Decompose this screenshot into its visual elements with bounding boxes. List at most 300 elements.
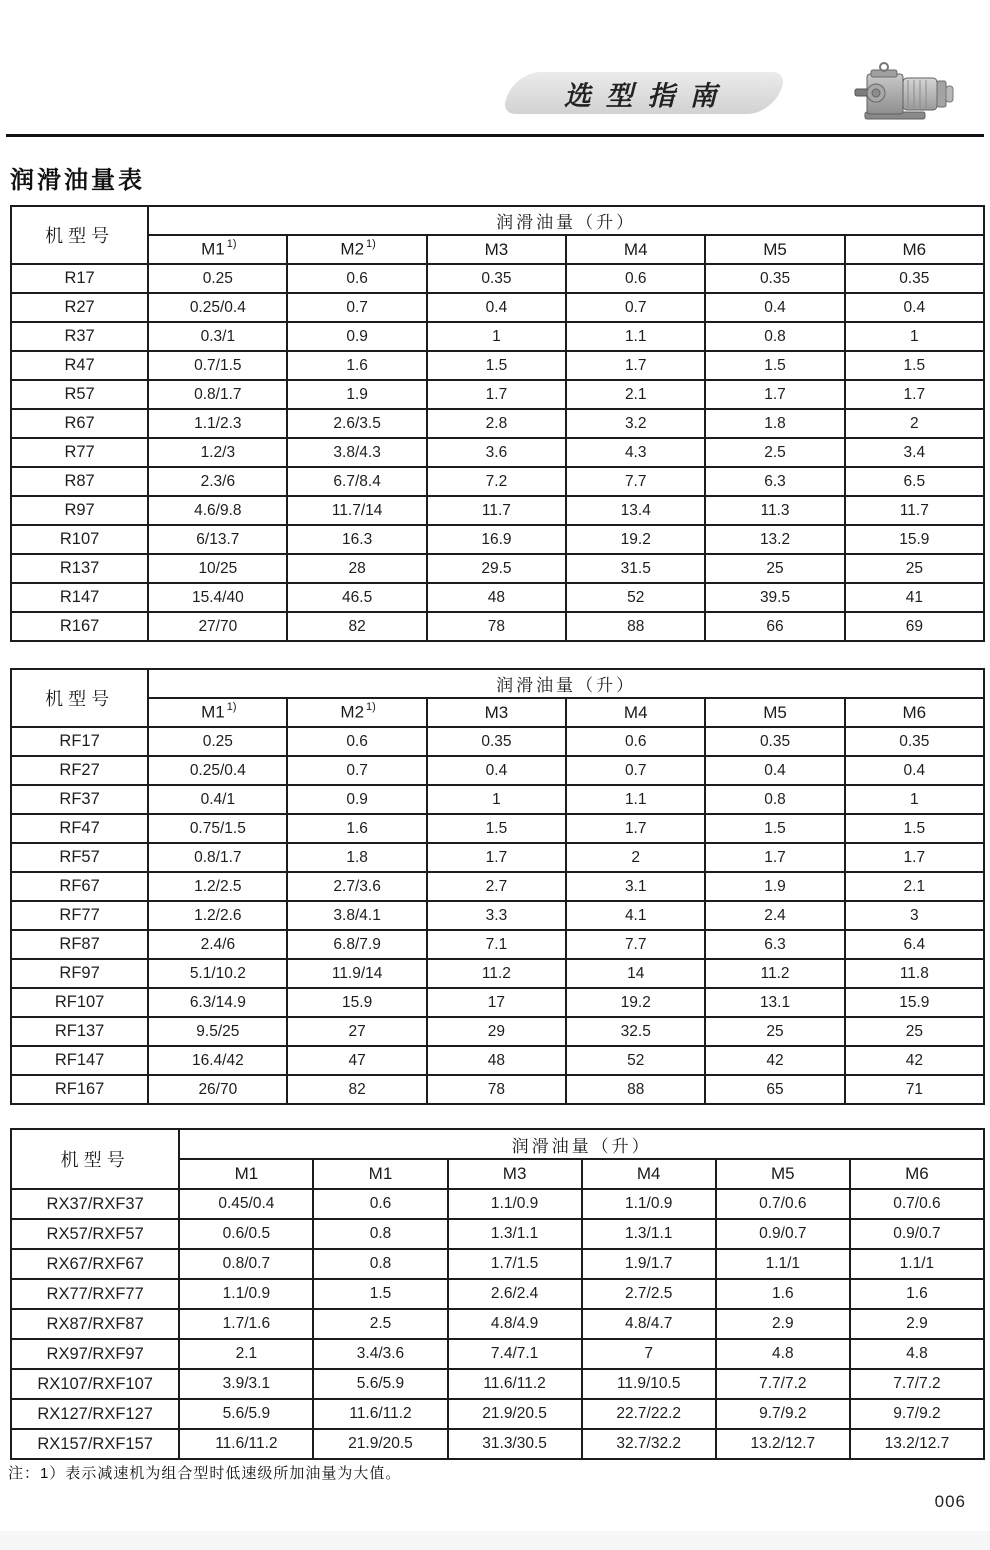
value-cell: 0.7 bbox=[287, 293, 426, 322]
rf-series-oil-table-container bbox=[10, 668, 985, 1105]
model-cell: RX77/RXF77 bbox=[11, 1279, 179, 1309]
model-cell: RX107/RXF107 bbox=[11, 1369, 179, 1399]
value-cell: 0.8/1.7 bbox=[148, 843, 287, 872]
value-cell: 1.1/0.9 bbox=[448, 1189, 582, 1219]
table-row bbox=[11, 1429, 984, 1459]
model-cell: RF167 bbox=[11, 1075, 148, 1104]
table-row bbox=[11, 727, 984, 756]
table-row bbox=[11, 901, 984, 930]
table-row bbox=[11, 264, 984, 293]
value-cell: 0.25/0.4 bbox=[148, 756, 287, 785]
value-cell: 1.6 bbox=[850, 1279, 984, 1309]
model-cell: RF67 bbox=[11, 872, 148, 901]
value-cell: 1.5 bbox=[705, 814, 844, 843]
header-divider bbox=[6, 134, 984, 137]
value-cell: 11.3 bbox=[705, 496, 844, 525]
value-cell: 25 bbox=[845, 554, 984, 583]
value-cell: 10/25 bbox=[148, 554, 287, 583]
value-cell: 32.7/32.2 bbox=[582, 1429, 716, 1459]
r-series-oil-table-container bbox=[10, 205, 985, 642]
value-cell: 29.5 bbox=[427, 554, 566, 583]
value-cell: 1.7/1.6 bbox=[179, 1309, 313, 1339]
m-column-header: M1 $^{1)}$ bbox=[148, 235, 287, 264]
value-cell: 78 bbox=[427, 1075, 566, 1104]
m-column-header: M6 bbox=[845, 235, 984, 264]
value-cell: 1.5 bbox=[845, 351, 984, 380]
value-cell: 1.6 bbox=[716, 1279, 850, 1309]
value-cell: 27/70 bbox=[148, 612, 287, 641]
table-row bbox=[11, 1249, 984, 1279]
value-cell: 2.7/3.6 bbox=[287, 872, 426, 901]
value-cell: 2.8 bbox=[427, 409, 566, 438]
value-cell: 1.7 bbox=[845, 843, 984, 872]
value-cell: 0.3/1 bbox=[148, 322, 287, 351]
value-cell: 7 bbox=[582, 1339, 716, 1369]
table-row bbox=[11, 814, 984, 843]
value-cell: 6.8/7.9 bbox=[287, 930, 426, 959]
value-cell: 69 bbox=[845, 612, 984, 641]
value-cell: 0.8 bbox=[705, 785, 844, 814]
value-cell: 15.9 bbox=[845, 525, 984, 554]
model-cell: R17 bbox=[11, 264, 148, 293]
table-row bbox=[11, 496, 984, 525]
value-cell: 3.1 bbox=[566, 872, 705, 901]
m-column-header: M4 bbox=[582, 1159, 716, 1189]
model-column-header: 机型号 bbox=[11, 669, 148, 727]
value-cell: 2.1 bbox=[179, 1339, 313, 1369]
value-cell: 1.7/1.5 bbox=[448, 1249, 582, 1279]
m-column-header: M1 bbox=[179, 1159, 313, 1189]
value-cell: 0.8 bbox=[705, 322, 844, 351]
value-cell: 2.4 bbox=[705, 901, 844, 930]
m-column-header: M4 bbox=[566, 235, 705, 264]
value-cell: 19.2 bbox=[566, 525, 705, 554]
model-cell: R77 bbox=[11, 438, 148, 467]
value-cell: 4.8/4.9 bbox=[448, 1309, 582, 1339]
value-cell: 16.4/42 bbox=[148, 1046, 287, 1075]
value-cell: 0.8 bbox=[313, 1219, 447, 1249]
value-cell: 3.4/3.6 bbox=[313, 1339, 447, 1369]
value-cell: 1.5 bbox=[427, 351, 566, 380]
value-cell: 4.3 bbox=[566, 438, 705, 467]
value-cell: 0.7/1.5 bbox=[148, 351, 287, 380]
table-row bbox=[11, 959, 984, 988]
value-cell: 0.6 bbox=[566, 727, 705, 756]
value-cell: 3.8/4.3 bbox=[287, 438, 426, 467]
value-cell: 0.7/0.6 bbox=[850, 1189, 984, 1219]
value-cell: 16.3 bbox=[287, 525, 426, 554]
value-cell: 1.1/1 bbox=[850, 1249, 984, 1279]
model-cell: R87 bbox=[11, 467, 148, 496]
value-cell: 5.6/5.9 bbox=[179, 1399, 313, 1429]
model-cell: RX67/RXF67 bbox=[11, 1249, 179, 1279]
table-row bbox=[11, 612, 984, 641]
value-cell: 7.7/7.2 bbox=[850, 1369, 984, 1399]
value-cell: 0.35 bbox=[427, 727, 566, 756]
value-cell: 3.6 bbox=[427, 438, 566, 467]
value-cell: 26/70 bbox=[148, 1075, 287, 1104]
value-cell: 2 bbox=[845, 409, 984, 438]
m-column-header: M4 bbox=[566, 698, 705, 727]
model-cell: RX157/RXF157 bbox=[11, 1429, 179, 1459]
value-cell: 9.5/25 bbox=[148, 1017, 287, 1046]
value-cell: 6.5 bbox=[845, 467, 984, 496]
value-cell: 19.2 bbox=[566, 988, 705, 1017]
value-cell: 2.3/6 bbox=[148, 467, 287, 496]
value-cell: 11.9/14 bbox=[287, 959, 426, 988]
value-cell: 6.3 bbox=[705, 930, 844, 959]
value-cell: 13.4 bbox=[566, 496, 705, 525]
value-cell: 4.6/9.8 bbox=[148, 496, 287, 525]
value-cell: 1.7 bbox=[566, 351, 705, 380]
table-row bbox=[11, 438, 984, 467]
table-row bbox=[11, 1339, 984, 1369]
model-cell: RF47 bbox=[11, 814, 148, 843]
value-cell: 1.1/0.9 bbox=[582, 1189, 716, 1219]
value-cell: 11.7 bbox=[845, 496, 984, 525]
value-cell: 1.6 bbox=[287, 351, 426, 380]
table-row bbox=[11, 756, 984, 785]
model-cell: R107 bbox=[11, 525, 148, 554]
value-cell: 17 bbox=[427, 988, 566, 1017]
value-cell: 25 bbox=[705, 1017, 844, 1046]
value-cell: 0.6 bbox=[566, 264, 705, 293]
table-row bbox=[11, 1017, 984, 1046]
value-cell: 21.9/20.5 bbox=[448, 1399, 582, 1429]
value-cell: 22.7/22.2 bbox=[582, 1399, 716, 1429]
value-cell: 1.5 bbox=[313, 1279, 447, 1309]
value-cell: 0.6/0.5 bbox=[179, 1219, 313, 1249]
value-cell: 0.9 bbox=[287, 785, 426, 814]
table-row bbox=[11, 1309, 984, 1339]
model-cell: R167 bbox=[11, 612, 148, 641]
value-cell: 39.5 bbox=[705, 583, 844, 612]
value-cell: 0.9/0.7 bbox=[850, 1219, 984, 1249]
value-cell: 52 bbox=[566, 1046, 705, 1075]
value-cell: 0.4 bbox=[427, 756, 566, 785]
table-row bbox=[11, 1279, 984, 1309]
oil-quantity-header: 润滑油量（升） bbox=[148, 206, 984, 235]
model-cell: R147 bbox=[11, 583, 148, 612]
rf-series-oil-table bbox=[10, 668, 985, 1105]
value-cell: 13.2/12.7 bbox=[716, 1429, 850, 1459]
value-cell: 4.8 bbox=[850, 1339, 984, 1369]
value-cell: 15.4/40 bbox=[148, 583, 287, 612]
value-cell: 1.7 bbox=[705, 380, 844, 409]
value-cell: 1.9/1.7 bbox=[582, 1249, 716, 1279]
value-cell: 1.2/2.6 bbox=[148, 901, 287, 930]
value-cell: 1.1/2.3 bbox=[148, 409, 287, 438]
model-cell: R57 bbox=[11, 380, 148, 409]
value-cell: 1.7 bbox=[427, 843, 566, 872]
value-cell: 25 bbox=[705, 554, 844, 583]
m-column-header: M3 bbox=[427, 698, 566, 727]
value-cell: 71 bbox=[845, 1075, 984, 1104]
value-cell: 11.7/14 bbox=[287, 496, 426, 525]
value-cell: 6.7/8.4 bbox=[287, 467, 426, 496]
r-series-oil-table bbox=[10, 205, 985, 642]
value-cell: 11.9/10.5 bbox=[582, 1369, 716, 1399]
value-cell: 14 bbox=[566, 959, 705, 988]
value-cell: 11.7 bbox=[427, 496, 566, 525]
value-cell: 2.1 bbox=[566, 380, 705, 409]
value-cell: 11.6/11.2 bbox=[448, 1369, 582, 1399]
table-row bbox=[11, 930, 984, 959]
model-cell: R37 bbox=[11, 322, 148, 351]
table-row bbox=[11, 293, 984, 322]
value-cell: 0.6 bbox=[313, 1189, 447, 1219]
value-cell: 11.2 bbox=[705, 959, 844, 988]
model-cell: R67 bbox=[11, 409, 148, 438]
value-cell: 1.2/2.5 bbox=[148, 872, 287, 901]
value-cell: 3 bbox=[845, 901, 984, 930]
value-cell: 4.8 bbox=[716, 1339, 850, 1369]
value-cell: 52 bbox=[566, 583, 705, 612]
table-row bbox=[11, 1399, 984, 1429]
page-number: 006 bbox=[934, 1492, 966, 1511]
value-cell: 82 bbox=[287, 1075, 426, 1104]
value-cell: 32.5 bbox=[566, 1017, 705, 1046]
model-cell: RX97/RXF97 bbox=[11, 1339, 179, 1369]
value-cell: 6/13.7 bbox=[148, 525, 287, 554]
value-cell: 0.7/0.6 bbox=[716, 1189, 850, 1219]
value-cell: 1.7 bbox=[845, 380, 984, 409]
value-cell: 3.8/4.1 bbox=[287, 901, 426, 930]
value-cell: 7.1 bbox=[427, 930, 566, 959]
value-cell: 1 bbox=[845, 322, 984, 351]
value-cell: 1.5 bbox=[427, 814, 566, 843]
value-cell: 15.9 bbox=[287, 988, 426, 1017]
rx-series-oil-table bbox=[10, 1128, 985, 1460]
table-row bbox=[11, 409, 984, 438]
value-cell: 1.8 bbox=[705, 409, 844, 438]
value-cell: 0.8/1.7 bbox=[148, 380, 287, 409]
value-cell: 1.9 bbox=[705, 872, 844, 901]
table-row bbox=[11, 1369, 984, 1399]
value-cell: 6.3 bbox=[705, 467, 844, 496]
value-cell: 1.9 bbox=[287, 380, 426, 409]
value-cell: 1.3/1.1 bbox=[448, 1219, 582, 1249]
value-cell: 6.3/14.9 bbox=[148, 988, 287, 1017]
value-cell: 2 bbox=[566, 843, 705, 872]
value-cell: 2.6/2.4 bbox=[448, 1279, 582, 1309]
model-cell: RX87/RXF87 bbox=[11, 1309, 179, 1339]
value-cell: 1.7 bbox=[566, 814, 705, 843]
value-cell: 1.1 bbox=[566, 785, 705, 814]
table-row bbox=[11, 1189, 984, 1219]
value-cell: 1.7 bbox=[427, 380, 566, 409]
value-cell: 0.35 bbox=[845, 264, 984, 293]
value-cell: 3.3 bbox=[427, 901, 566, 930]
value-cell: 7.7/7.2 bbox=[716, 1369, 850, 1399]
value-cell: 0.25/0.4 bbox=[148, 293, 287, 322]
oil-quantity-header: 润滑油量（升） bbox=[179, 1129, 984, 1159]
value-cell: 1.2/3 bbox=[148, 438, 287, 467]
value-cell: 0.25 bbox=[148, 727, 287, 756]
model-cell: R47 bbox=[11, 351, 148, 380]
value-cell: 2.9 bbox=[716, 1309, 850, 1339]
value-cell: 2.4/6 bbox=[148, 930, 287, 959]
value-cell: 13.2/12.7 bbox=[850, 1429, 984, 1459]
value-cell: 1 bbox=[427, 785, 566, 814]
value-cell: 1.3/1.1 bbox=[582, 1219, 716, 1249]
value-cell: 1.5 bbox=[705, 351, 844, 380]
model-cell: RF57 bbox=[11, 843, 148, 872]
value-cell: 0.35 bbox=[427, 264, 566, 293]
bottom-strip bbox=[0, 1531, 990, 1550]
gearbox-photo bbox=[853, 56, 957, 128]
model-cell: RF137 bbox=[11, 1017, 148, 1046]
value-cell: 7.2 bbox=[427, 467, 566, 496]
value-cell: 9.7/9.2 bbox=[716, 1399, 850, 1429]
value-cell: 3.4 bbox=[845, 438, 984, 467]
value-cell: 42 bbox=[845, 1046, 984, 1075]
value-cell: 2.1 bbox=[845, 872, 984, 901]
value-cell: 3.9/3.1 bbox=[179, 1369, 313, 1399]
value-cell: 0.9 bbox=[287, 322, 426, 351]
table-row bbox=[11, 785, 984, 814]
m-column-header: M1 bbox=[313, 1159, 447, 1189]
value-cell: 13.2 bbox=[705, 525, 844, 554]
m-column-header: M6 bbox=[845, 698, 984, 727]
value-cell: 29 bbox=[427, 1017, 566, 1046]
value-cell: 0.6 bbox=[287, 727, 426, 756]
value-cell: 4.1 bbox=[566, 901, 705, 930]
value-cell: 82 bbox=[287, 612, 426, 641]
value-cell: 27 bbox=[287, 1017, 426, 1046]
value-cell: 0.35 bbox=[705, 264, 844, 293]
table-row bbox=[11, 322, 984, 351]
m-column-header: M3 bbox=[427, 235, 566, 264]
value-cell: 88 bbox=[566, 1075, 705, 1104]
value-cell: 1.7 bbox=[705, 843, 844, 872]
value-cell: 0.45/0.4 bbox=[179, 1189, 313, 1219]
model-cell: RF87 bbox=[11, 930, 148, 959]
m-column-header: M5 bbox=[705, 698, 844, 727]
value-cell: 9.7/9.2 bbox=[850, 1399, 984, 1429]
value-cell: 0.4 bbox=[705, 756, 844, 785]
selection-guide-banner bbox=[501, 72, 787, 114]
value-cell: 1.1/1 bbox=[716, 1249, 850, 1279]
value-cell: 11.2 bbox=[427, 959, 566, 988]
value-cell: 0.35 bbox=[845, 727, 984, 756]
value-cell: 88 bbox=[566, 612, 705, 641]
value-cell: 65 bbox=[705, 1075, 844, 1104]
value-cell: 0.4 bbox=[705, 293, 844, 322]
table-row bbox=[11, 583, 984, 612]
value-cell: 1 bbox=[845, 785, 984, 814]
model-cell: RF37 bbox=[11, 785, 148, 814]
value-cell: 0.4 bbox=[845, 756, 984, 785]
value-cell: 0.6 bbox=[287, 264, 426, 293]
m-column-header: M6 bbox=[850, 1159, 984, 1189]
page-title: 润滑油量表 bbox=[10, 167, 145, 194]
value-cell: 0.4 bbox=[427, 293, 566, 322]
value-cell: 41 bbox=[845, 583, 984, 612]
value-cell: 11.6/11.2 bbox=[313, 1399, 447, 1429]
value-cell: 5.1/10.2 bbox=[148, 959, 287, 988]
value-cell: 2.5 bbox=[313, 1309, 447, 1339]
value-cell: 7.7 bbox=[566, 930, 705, 959]
rx-series-oil-table-container bbox=[10, 1128, 985, 1460]
m-column-header: M2 $^{1)}$ bbox=[287, 698, 426, 727]
value-cell: 28 bbox=[287, 554, 426, 583]
oil-quantity-header: 润滑油量（升） bbox=[148, 669, 984, 698]
value-cell: 0.7 bbox=[566, 756, 705, 785]
model-cell: R137 bbox=[11, 554, 148, 583]
table-row bbox=[11, 554, 984, 583]
model-cell: RX37/RXF37 bbox=[11, 1189, 179, 1219]
m-column-header: M5 bbox=[716, 1159, 850, 1189]
value-cell: 1.6 bbox=[287, 814, 426, 843]
footnote: 注：1）表示减速机为组合型时低速级所加油量为大值。 bbox=[8, 1465, 402, 1482]
model-cell: RF17 bbox=[11, 727, 148, 756]
value-cell: 2.5 bbox=[705, 438, 844, 467]
value-cell: 11.6/11.2 bbox=[179, 1429, 313, 1459]
value-cell: 42 bbox=[705, 1046, 844, 1075]
value-cell: 31.3/30.5 bbox=[448, 1429, 582, 1459]
value-cell: 0.7 bbox=[566, 293, 705, 322]
value-cell: 7.7 bbox=[566, 467, 705, 496]
value-cell: 1.5 bbox=[845, 814, 984, 843]
value-cell: 1 bbox=[427, 322, 566, 351]
value-cell: 7.4/7.1 bbox=[448, 1339, 582, 1369]
value-cell: 66 bbox=[705, 612, 844, 641]
table-row bbox=[11, 1219, 984, 1249]
value-cell: 48 bbox=[427, 1046, 566, 1075]
value-cell: 0.8/0.7 bbox=[179, 1249, 313, 1279]
value-cell: 2.7 bbox=[427, 872, 566, 901]
value-cell: 31.5 bbox=[566, 554, 705, 583]
value-cell: 3.2 bbox=[566, 409, 705, 438]
model-cell: R27 bbox=[11, 293, 148, 322]
value-cell: 15.9 bbox=[845, 988, 984, 1017]
model-cell: R97 bbox=[11, 496, 148, 525]
value-cell: 4.8/4.7 bbox=[582, 1309, 716, 1339]
m-column-header: M3 bbox=[448, 1159, 582, 1189]
model-cell: RF97 bbox=[11, 959, 148, 988]
value-cell: 47 bbox=[287, 1046, 426, 1075]
model-cell: RX127/RXF127 bbox=[11, 1399, 179, 1429]
model-column-header: 机型号 bbox=[11, 1129, 179, 1189]
model-cell: RF27 bbox=[11, 756, 148, 785]
value-cell: 0.25 bbox=[148, 264, 287, 293]
value-cell: 0.7 bbox=[287, 756, 426, 785]
value-cell: 16.9 bbox=[427, 525, 566, 554]
model-cell: RX57/RXF57 bbox=[11, 1219, 179, 1249]
m-column-header: M1 $^{1)}$ bbox=[148, 698, 287, 727]
banner-title: 选型指南 bbox=[564, 80, 732, 111]
value-cell: 0.9/0.7 bbox=[716, 1219, 850, 1249]
table-row bbox=[11, 1046, 984, 1075]
table-row bbox=[11, 380, 984, 409]
value-cell: 0.8 bbox=[313, 1249, 447, 1279]
value-cell: 6.4 bbox=[845, 930, 984, 959]
table-row bbox=[11, 525, 984, 554]
model-cell: RF147 bbox=[11, 1046, 148, 1075]
value-cell: 1.8 bbox=[287, 843, 426, 872]
model-column-header: 机型号 bbox=[11, 206, 148, 264]
value-cell: 11.8 bbox=[845, 959, 984, 988]
value-cell: 25 bbox=[845, 1017, 984, 1046]
table-row bbox=[11, 843, 984, 872]
model-cell: RF77 bbox=[11, 901, 148, 930]
table-row bbox=[11, 988, 984, 1017]
value-cell: 1.1/0.9 bbox=[179, 1279, 313, 1309]
value-cell: 2.7/2.5 bbox=[582, 1279, 716, 1309]
value-cell: 21.9/20.5 bbox=[313, 1429, 447, 1459]
value-cell: 48 bbox=[427, 583, 566, 612]
